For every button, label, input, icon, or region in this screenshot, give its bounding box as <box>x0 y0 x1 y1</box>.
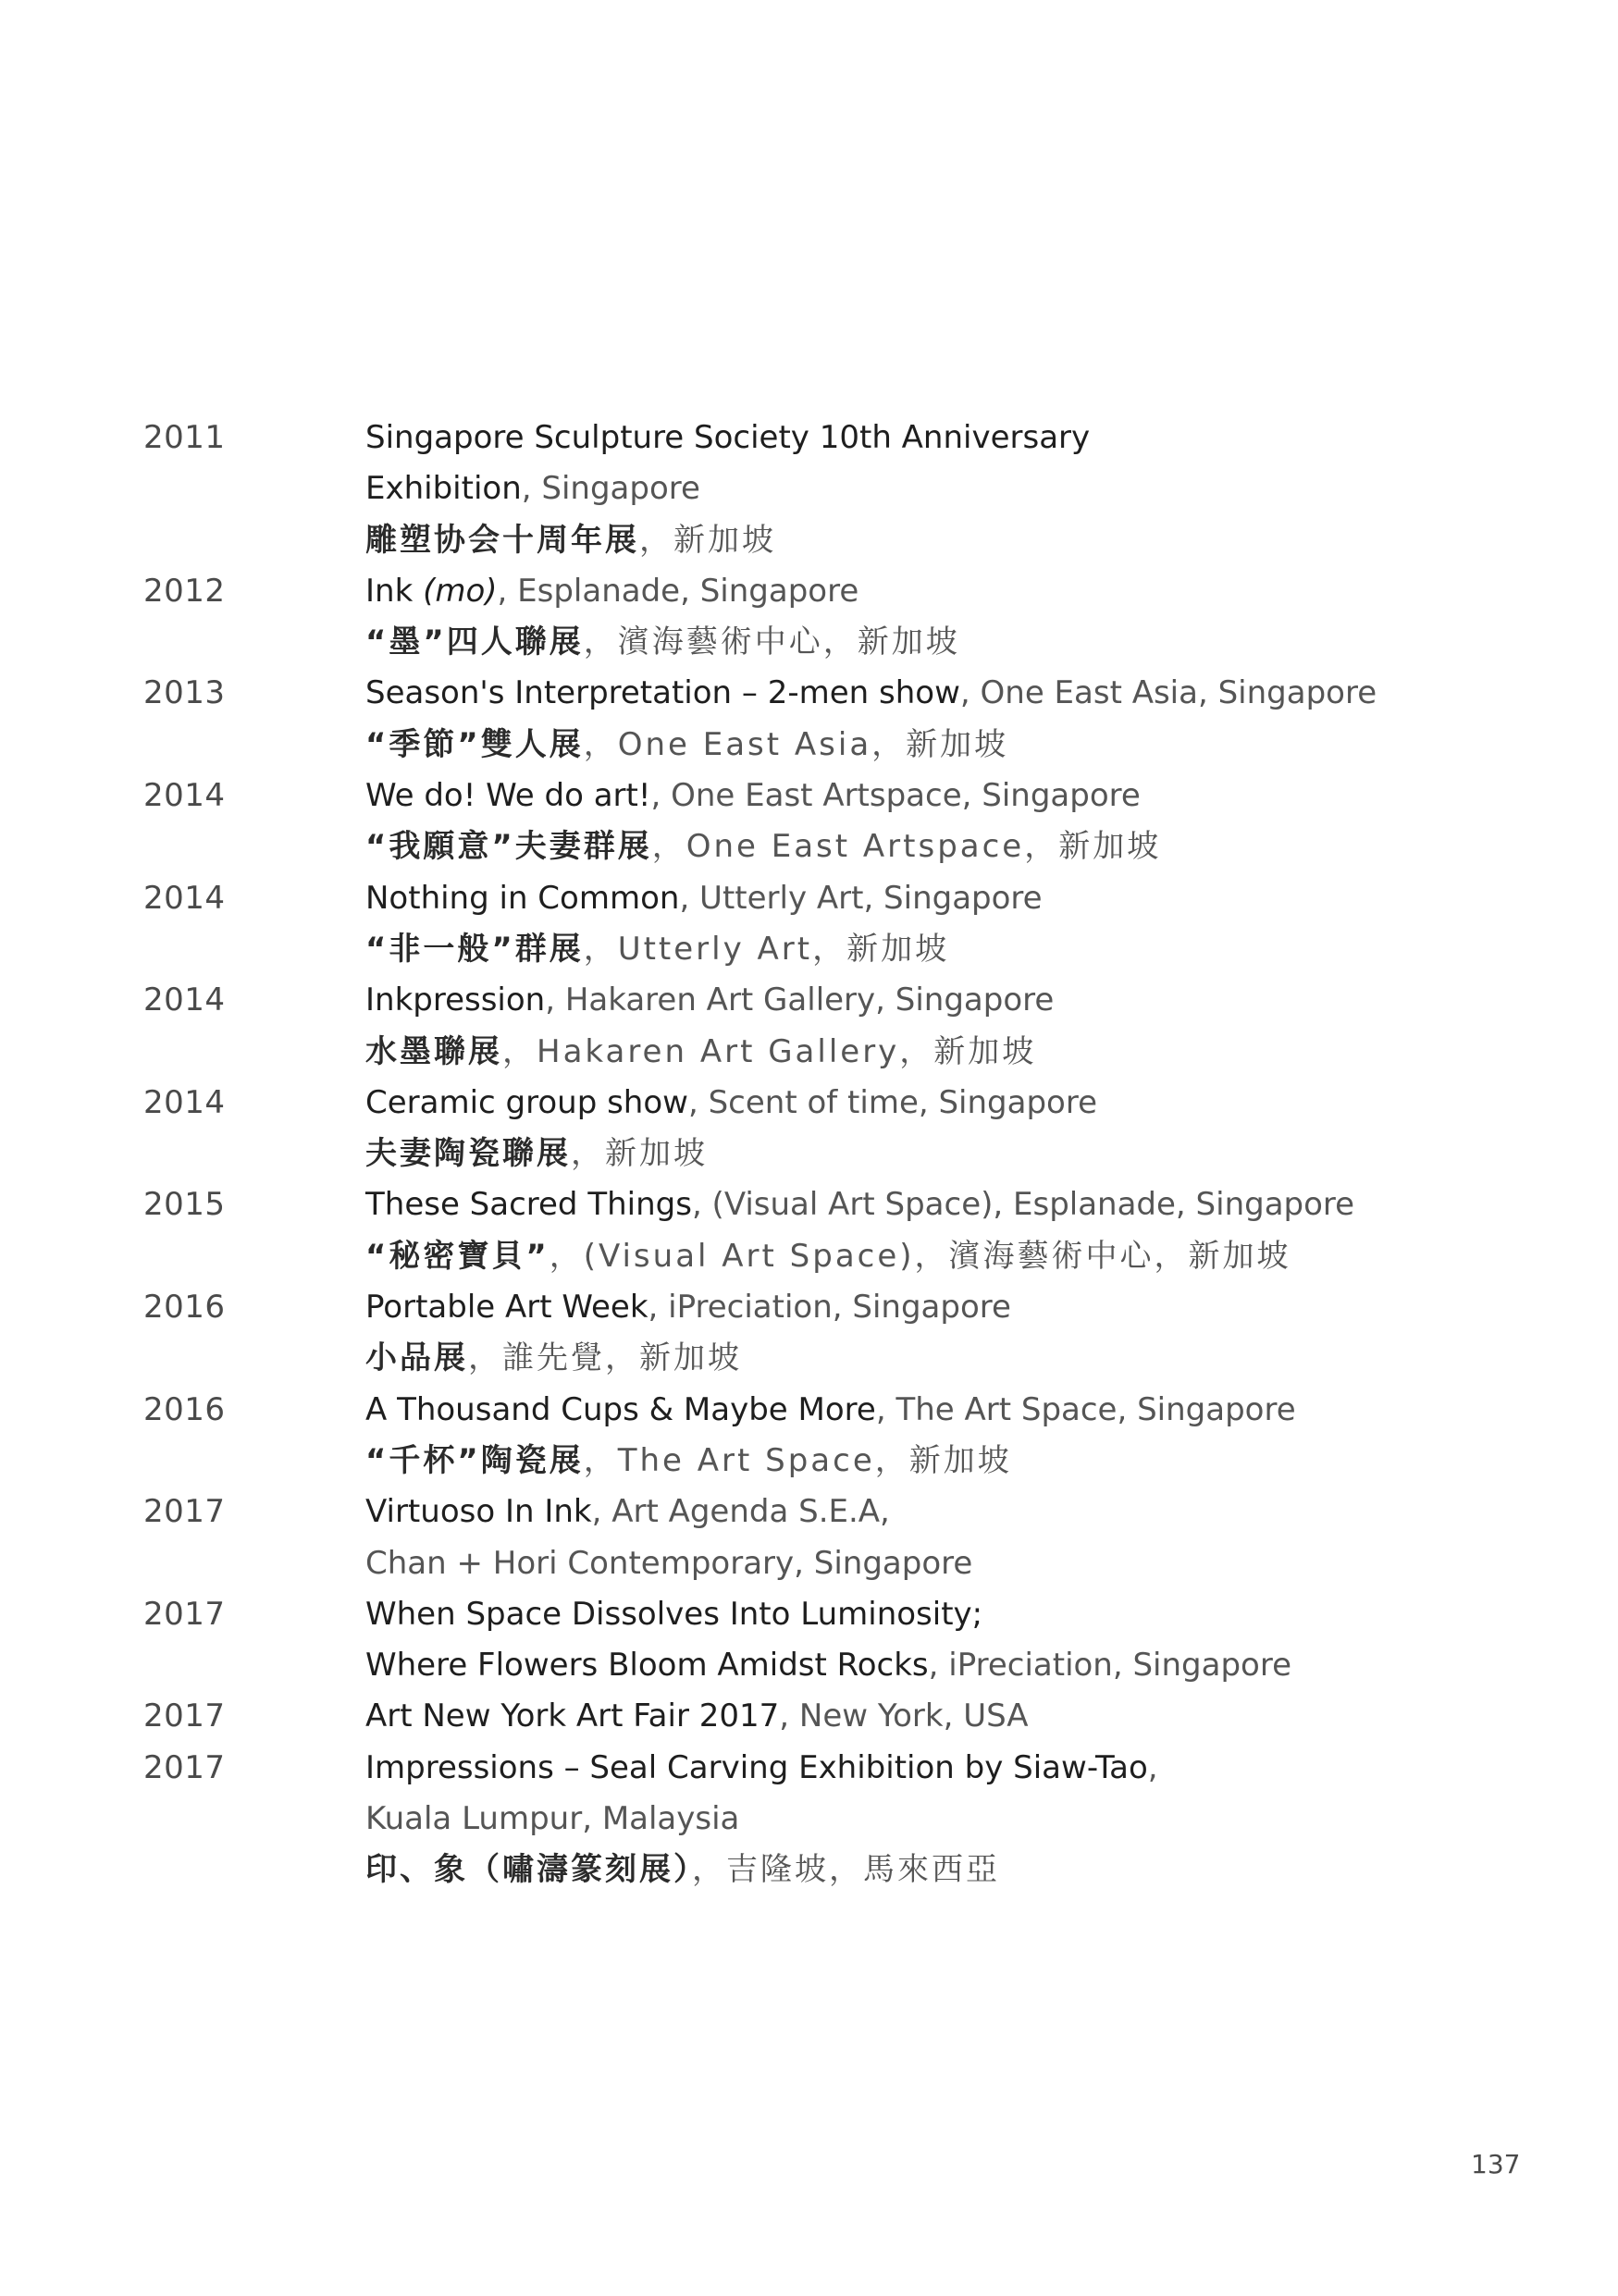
exhibition-details <box>365 1487 1522 1589</box>
exhibition-year: 2016 <box>143 1390 226 1428</box>
exhibition-title: A Thousand Cups & Maybe More <box>365 1390 876 1428</box>
exhibition-line-english <box>365 463 1522 514</box>
exhibition-title: “非一般”群展 <box>365 930 584 968</box>
exhibition-title: Ceramic group show <box>365 1083 688 1121</box>
exhibition-venue: ，Utterly Art，新加坡 <box>583 930 950 968</box>
exhibition-line-chinese <box>365 617 1522 668</box>
exhibition-title: Inkpression <box>365 981 546 1019</box>
exhibition-year: 2016 <box>143 1289 226 1327</box>
exhibition-venue: , Hakaren Art Gallery, Singapore <box>545 981 1055 1019</box>
exhibition-details <box>365 566 1522 669</box>
exhibition-entry <box>0 413 1618 566</box>
exhibition-line-english <box>365 1743 1522 1794</box>
exhibition-line-chinese <box>365 720 1522 771</box>
exhibition-title: Impressions – Seal Carving Exhibition by Siaw-Tao <box>365 1748 1148 1786</box>
exhibition-venue: ，Hakaren Art Gallery，新加坡 <box>502 1032 1037 1070</box>
exhibition-line-chinese <box>365 1129 1522 1179</box>
exhibition-details <box>365 1282 1522 1385</box>
exhibition-title: Where Flowers Bloom Amidst Rocks <box>365 1647 929 1685</box>
exhibition-year: 2014 <box>143 981 226 1019</box>
page-number: 137 <box>1471 2149 1521 2179</box>
exhibition-line-english <box>365 1282 1522 1333</box>
exhibition-title: “秘密寶貝” <box>365 1237 550 1275</box>
exhibition-title: Portable Art Week <box>365 1289 648 1327</box>
exhibition-line-chinese <box>365 924 1522 975</box>
exhibition-line-english <box>365 1538 1522 1589</box>
exhibition-entry <box>0 1743 1618 1896</box>
exhibition-title: 水墨聯展 <box>365 1032 502 1070</box>
exhibition-line-chinese <box>365 1436 1522 1487</box>
exhibition-line-english <box>365 413 1522 463</box>
exhibition-year: 2014 <box>143 1083 226 1121</box>
exhibition-line-english <box>365 1487 1522 1537</box>
exhibition-year: 2017 <box>143 1748 226 1786</box>
exhibition-venue: Kuala Lumpur, Malaysia <box>365 1800 740 1838</box>
exhibition-venue: , <box>1147 1748 1158 1786</box>
exhibition-year: 2012 <box>143 572 226 610</box>
exhibition-venue: ，新加坡 <box>571 1135 708 1173</box>
exhibition-title: Ink <box>365 572 424 610</box>
exhibition-line-english <box>365 1179 1522 1230</box>
exhibition-entry <box>0 975 1618 1078</box>
exhibition-venue: , Esplanade, Singapore <box>497 572 859 610</box>
exhibition-title: Exhibition <box>365 470 522 508</box>
exhibition-venue: ，The Art Space，新加坡 <box>583 1441 1012 1479</box>
exhibition-details <box>365 1743 1522 1896</box>
exhibition-year: 2014 <box>143 879 226 917</box>
exhibition-title: 雕塑协会十周年展 <box>365 521 639 559</box>
exhibition-venue: , New York, USA <box>779 1697 1029 1735</box>
exhibition-year: 2011 <box>143 419 226 456</box>
exhibition-title: Singapore Sculpture Society 10th Anniversary <box>365 419 1091 456</box>
exhibition-line-chinese <box>365 821 1522 872</box>
exhibition-venue: ，(Visual Art Space)，濱海藝術中心，新加坡 <box>549 1237 1291 1275</box>
exhibition-title: Nothing in Common <box>365 879 680 917</box>
exhibition-venue: , Singapore <box>521 470 700 508</box>
exhibition-details <box>365 1179 1522 1282</box>
exhibition-details <box>365 975 1522 1078</box>
exhibition-title: Art New York Art Fair 2017 <box>365 1697 780 1735</box>
exhibition-title: 夫妻陶瓷聯展 <box>365 1135 571 1173</box>
exhibition-title: “千杯”陶瓷展 <box>365 1441 584 1479</box>
exhibition-details <box>365 873 1522 976</box>
exhibition-line-english <box>365 1640 1522 1691</box>
exhibition-entry <box>0 1385 1618 1487</box>
exhibition-venue: ，誰先覺，新加坡 <box>468 1339 742 1377</box>
exhibition-entry <box>0 771 1618 873</box>
exhibition-venue: ，吉隆坡，馬來西亞 <box>692 1851 1000 1889</box>
exhibition-title: “季節”雙人展 <box>365 725 584 763</box>
exhibition-entry <box>0 1078 1618 1180</box>
exhibition-entry <box>0 873 1618 976</box>
exhibition-line-english <box>365 771 1522 821</box>
exhibition-year: 2015 <box>143 1186 226 1224</box>
exhibition-list <box>0 413 1618 1896</box>
exhibition-year: 2017 <box>143 1595 226 1633</box>
exhibition-line-english <box>365 1589 1522 1640</box>
exhibition-line-chinese <box>365 515 1522 566</box>
exhibition-title: Virtuoso In Ink <box>365 1493 592 1531</box>
exhibition-venue: ，One East Artspace，新加坡 <box>651 828 1162 866</box>
exhibition-line-chinese <box>365 1027 1522 1078</box>
exhibition-venue: , iPreciation, Singapore <box>648 1289 1011 1327</box>
exhibition-year: 2017 <box>143 1697 226 1735</box>
exhibition-details <box>365 413 1522 566</box>
exhibition-year: 2017 <box>143 1493 226 1531</box>
exhibition-year: 2014 <box>143 777 226 815</box>
exhibition-details <box>365 1078 1522 1180</box>
exhibition-line-english <box>365 1794 1522 1845</box>
exhibition-venue: , One East Artspace, Singapore <box>650 777 1141 815</box>
exhibition-title: “我願意”夫妻群展 <box>365 828 652 866</box>
exhibition-title: “墨”四人聯展 <box>365 623 584 661</box>
exhibition-title-italic: (mo) <box>423 572 498 610</box>
exhibition-venue: ，新加坡 <box>639 521 776 559</box>
exhibition-line-english <box>365 1385 1522 1436</box>
exhibition-venue: , (Visual Art Space), Esplanade, Singapore <box>691 1186 1355 1224</box>
exhibition-details <box>365 668 1522 771</box>
exhibition-entry <box>0 1589 1618 1692</box>
exhibition-line-english <box>365 975 1522 1026</box>
exhibition-venue: , One East Asia, Singapore <box>959 674 1377 712</box>
exhibition-details <box>365 1385 1522 1487</box>
exhibition-line-english <box>365 566 1522 617</box>
exhibition-venue: ，One East Asia，新加坡 <box>583 725 1009 763</box>
exhibition-venue: , Scent of time, Singapore <box>687 1083 1098 1121</box>
exhibition-venue: , Art Agenda S.E.A, <box>591 1493 890 1531</box>
exhibition-venue: , Utterly Art, Singapore <box>679 879 1043 917</box>
exhibition-title: These Sacred Things <box>365 1186 692 1224</box>
exhibition-entry <box>0 668 1618 771</box>
exhibition-venue: ，濱海藝術中心，新加坡 <box>583 623 960 661</box>
exhibition-venue: , The Art Space, Singapore <box>875 1390 1296 1428</box>
exhibition-title: 小品展 <box>365 1339 468 1377</box>
exhibition-line-chinese <box>365 1231 1522 1282</box>
exhibition-line-english <box>365 1078 1522 1129</box>
exhibition-title: We do! We do art! <box>365 777 651 815</box>
exhibition-line-english <box>365 668 1522 719</box>
exhibition-entry <box>0 1487 1618 1589</box>
exhibition-entry <box>0 566 1618 669</box>
exhibition-title: 印、象（嘯濤篆刻展） <box>365 1851 692 1889</box>
exhibition-entry <box>0 1282 1618 1385</box>
exhibition-title: Season's Interpretation – 2-men show <box>365 674 960 712</box>
exhibition-title: When Space Dissolves Into Luminosity; <box>365 1595 983 1633</box>
exhibition-line-english <box>365 873 1522 924</box>
exhibition-line-english <box>365 1691 1522 1742</box>
exhibition-venue: Chan + Hori Contemporary, Singapore <box>365 1544 973 1582</box>
exhibition-line-chinese <box>365 1845 1522 1895</box>
exhibition-year: 2013 <box>143 674 226 712</box>
exhibition-entry <box>0 1691 1618 1742</box>
exhibition-line-chinese <box>365 1333 1522 1384</box>
exhibition-details <box>365 1589 1522 1692</box>
exhibition-details <box>365 1691 1522 1742</box>
exhibition-entry <box>0 1179 1618 1282</box>
exhibition-venue: , iPreciation, Singapore <box>928 1647 1292 1685</box>
exhibition-details <box>365 771 1522 873</box>
